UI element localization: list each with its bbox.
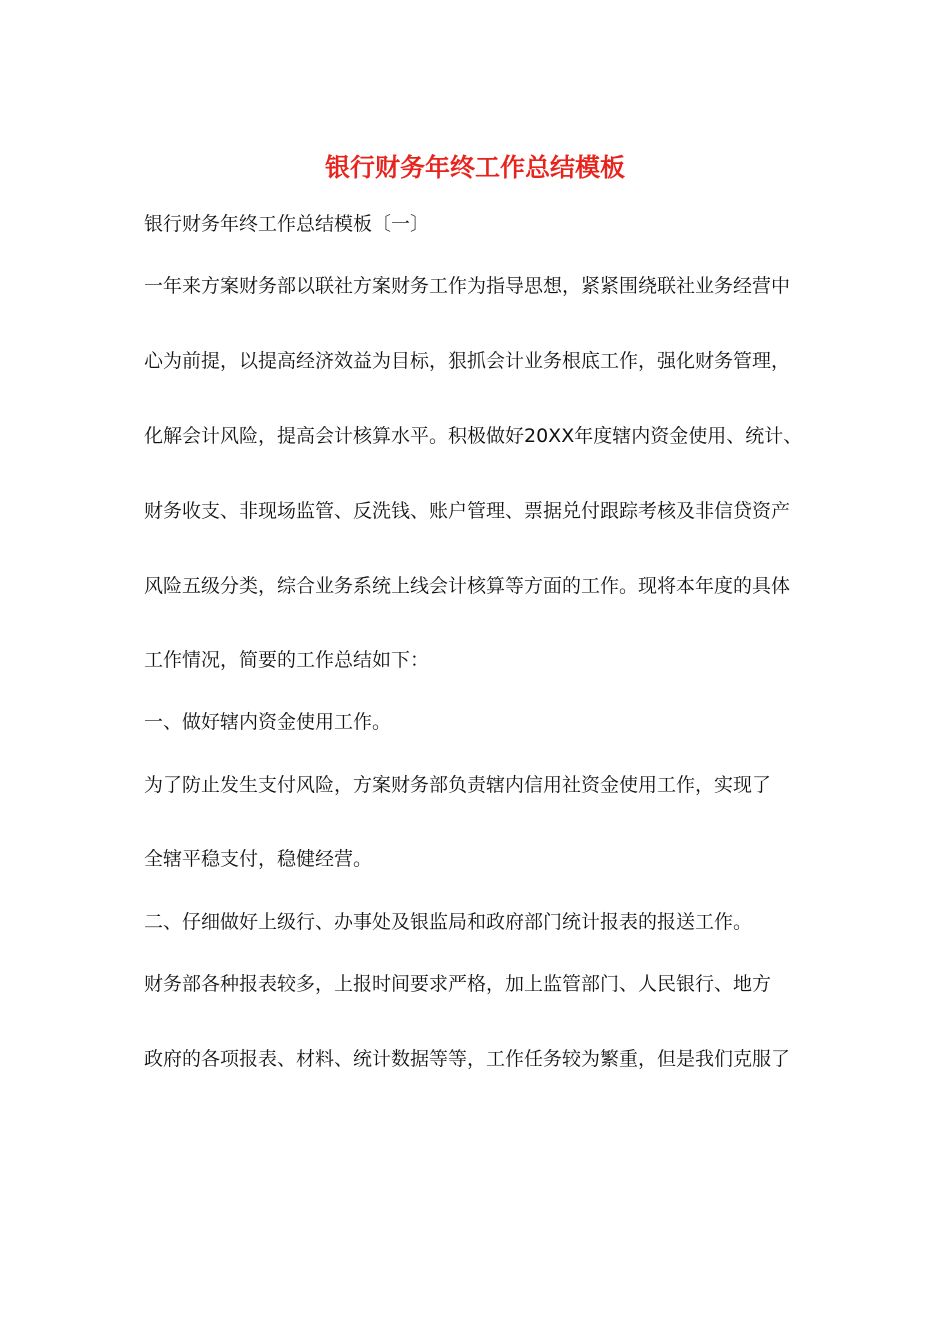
paragraph-line: 财务收支、非现场监管、反洗钱、账户管理、票据兑付跟踪考核及非信贷资产 [144,500,791,522]
section-heading: 二、仔细做好上级行、办事处及银监局和政府部门统计报表的报送工作。 [144,911,753,933]
paragraph-line: 工作情况，简要的工作总结如下： [144,649,430,671]
paragraph-line: 为了防止发生支付风险，方案财务部负责辖内信用社资金使用工作，实现了 [144,774,772,796]
paragraph-line: 一年来方案财务部以联社方案财务工作为指导思想，紧紧围绕联社业务经营中 [144,275,791,297]
paragraph-line: 心为前提，以提高经济效益为目标，狠抓会计业务根底工作，强化财务管理， [144,350,791,372]
paragraph-line: 风险五级分类，综合业务系统上线会计核算等方面的工作。现将本年度的具体 [144,575,791,597]
section-heading: 一、做好辖内资金使用工作。 [144,711,392,733]
paragraph-line: 化解会计风险，提高会计核算水平。积极做好20XX年度辖内资金使用、统计、 [144,425,803,447]
paragraph-line: 政府的各项报表、材料、统计数据等等，工作任务较为繁重，但是我们克服了 [144,1048,791,1070]
document-title: 银行财务年终工作总结模板 [324,153,625,182]
paragraph-line: 全辖平稳支付，稳健经营。 [144,848,373,870]
subtitle-line: 银行财务年终工作总结模板〔一〕 [144,213,430,235]
paragraph-line: 财务部各种报表较多，上报时间要求严格，加上监管部门、人民银行、地方 [144,973,772,995]
